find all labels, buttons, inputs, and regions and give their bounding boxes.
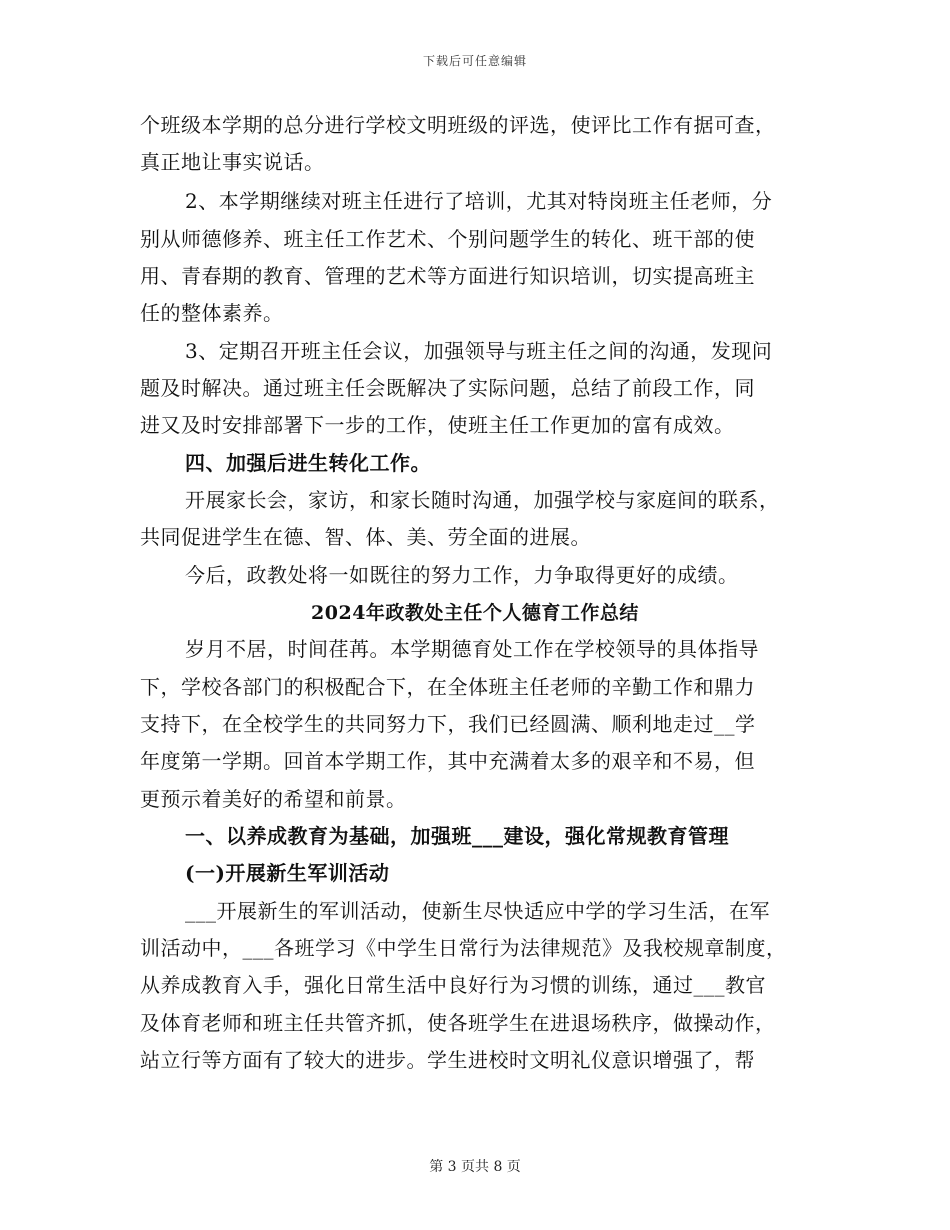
- body-line: 别从师德修养、班主任工作艺术、个别问题学生的转化、班干部的使: [140, 227, 755, 251]
- body-line: 从养成教育入手，强化日常生活中良好行为习惯的训练，通过___教官: [140, 973, 766, 997]
- body-line: 支持下，在全校学生的共同努力下，我们已经圆满、顺利地走过__学: [140, 712, 756, 736]
- body-line: 进又及时安排部署下一步的工作，使班主任工作更加的富有成效。: [140, 413, 735, 437]
- body-line: 3、定期召开班主任会议，加强领导与班主任之间的沟通，发现问: [185, 339, 773, 363]
- body-line: 站立行等方面有了较大的进步。学生进校时文明礼仪意识增强了，帮: [140, 1048, 755, 1072]
- page-footer: 第 3 页共 8 页: [429, 1159, 521, 1175]
- body-line: 开展家长会，家访，和家长随时沟通，加强学校与家庭间的联系，: [185, 488, 780, 512]
- body-line: 个班级本学期的总分进行学校文明班级的评选，使评比工作有据可查，: [140, 113, 776, 137]
- body-line: 年度第一学期。回首本学期工作，其中充满着太多的艰辛和不易，但: [140, 749, 755, 773]
- body-line: 更预示着美好的希望和前景。: [140, 787, 407, 811]
- body-line: 今后，政教处将一如既往的努力工作，力争取得更好的成绩。: [185, 563, 739, 587]
- page-header: 下载后可任意编辑: [422, 54, 527, 68]
- body-line: 及体育老师和班主任共管齐抓，使各班学生在进退场秩序，做操动作，: [140, 1011, 776, 1035]
- subsection-heading: (一)开展新生军训活动: [185, 861, 390, 885]
- body-line: 任的整体素养。: [140, 301, 284, 325]
- body-line: 训活动中，___各班学习《中学生日常行为法律规范》及我校规章制度，: [140, 936, 787, 960]
- body-line: 岁月不居，时间荏苒。本学期德育处工作在学校领导的具体指导: [185, 637, 759, 661]
- body-line: ___开展新生的军训活动，使新生尽快适应中学的学习生活，在军: [185, 899, 770, 923]
- body-line: 2、本学期继续对班主任进行了培训，尤其对特岗班主任老师，分: [185, 189, 773, 213]
- section-heading: 一、以养成教育为基础，加强班___建设，强化常规教育管理: [185, 824, 729, 848]
- body-line: 下，学校各部门的积极配合下，在全体班主任老师的辛勤工作和鼎力: [140, 675, 755, 699]
- body-line: 题及时解决。通过班主任会既解决了实际问题，总结了前段工作，同: [140, 376, 755, 400]
- body-line: 真正地让事实说话。: [140, 150, 325, 174]
- body-line: 用、青春期的教育、管理的艺术等方面进行知识培训，切实提高班主: [140, 264, 755, 288]
- section-heading: 四、加强后进生转化工作。: [185, 451, 431, 475]
- document-title: 2024年政教处主任个人德育工作总结: [311, 602, 639, 624]
- body-line: 共同促进学生在德、智、体、美、劳全面的进展。: [140, 525, 591, 549]
